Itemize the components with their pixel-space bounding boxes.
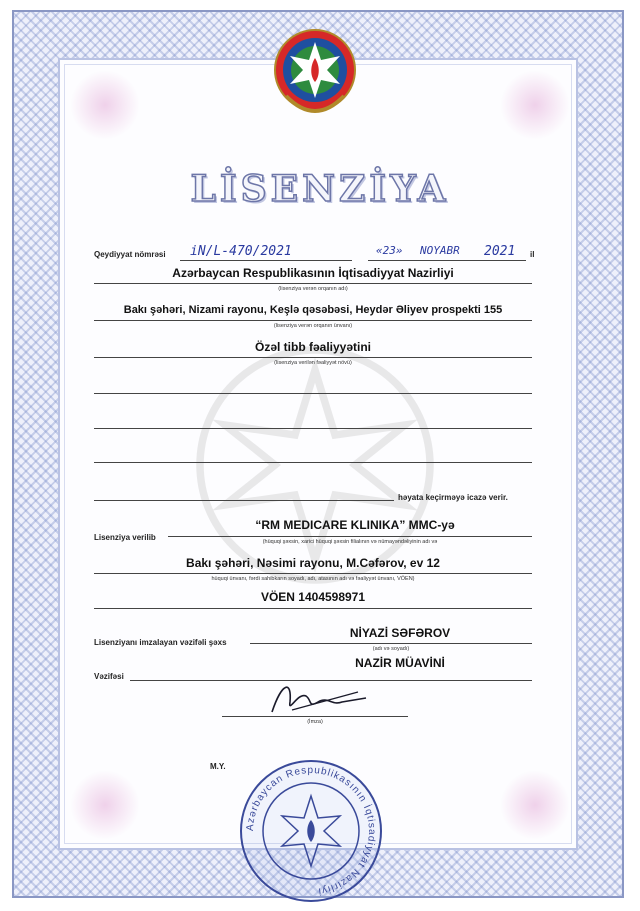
signature-line (222, 716, 408, 717)
emblem-watermark-icon (190, 340, 440, 590)
registration-line (180, 260, 352, 261)
licensee-address: Bakı şəhəri, Nəsimi rayonu, M.Cəfərov, ev 12 (186, 556, 440, 570)
registration-number: iN/L-470/2021 (190, 244, 292, 259)
issuer-address: Bakı şəhəri, Nizami rayonu, Keşlə qəsəbəsi, Heydər Əliyev prospekti 155 (123, 304, 503, 316)
issuer-name: Azərbaycan Respublikasının İqtisadiyyat Nazirliyi (172, 266, 454, 280)
state-emblem-icon (272, 26, 358, 126)
official-seal-icon (236, 756, 386, 906)
corner-ornament (70, 770, 140, 840)
position-label: Vəzifəsi (94, 672, 124, 681)
corner-ornament (70, 70, 140, 140)
licensee-name: “RM MEDICARE KLINIKA” MMC-yə (255, 518, 455, 532)
blank-line (94, 500, 394, 501)
signature-caption: (İmza) (307, 719, 323, 725)
issuer-name-caption: (lisenziya verən orqanın adı) (278, 286, 348, 292)
activity-type: Özəl tibb fəaliyyətini (254, 340, 372, 354)
licensee-name-line (168, 536, 532, 537)
signatory-position: NAZİR MÜAVİNİ (355, 656, 445, 670)
document-title: LİSENZİYA (190, 168, 450, 210)
voen-line (94, 608, 532, 609)
licensee-voen: VÖEN 1404598971 (260, 590, 366, 604)
licensee-name-caption: (hüquqi şəxsin, xarici hüquqi şəxsin filialının və nümayəndəliyinin adı və (262, 539, 438, 545)
date-line (368, 260, 526, 261)
activity-caption: (lisenziya verilən fəaliyyət növü) (274, 360, 352, 366)
stamp-place-label: M.Y. (210, 762, 226, 771)
issuer-name-line (94, 283, 532, 284)
issuer-address-caption: (lisenziya verən orqanın ünvanı) (273, 323, 353, 329)
signatory-name-line (250, 643, 532, 644)
registration-label: Qeydiyyat nömrəsi (94, 250, 166, 259)
seal-text: Azərbaycan Respublikasının İqtisadiyyat Nazirliyi (244, 764, 378, 897)
corner-ornament (500, 70, 570, 140)
signatory-name-caption: (adı və soyadı) (372, 646, 410, 652)
date-year: 2021 (484, 244, 516, 259)
date-month: NOYABR (420, 244, 460, 257)
licensee-label: Lisenziya verilib (94, 533, 156, 542)
signatory-name: NİYAZİ SƏFƏROV (349, 626, 451, 640)
year-suffix: il (530, 250, 535, 259)
activity-line (94, 357, 532, 358)
blank-line (94, 393, 532, 394)
corner-ornament (500, 770, 570, 840)
date-day: «23» (376, 244, 403, 257)
signatory-label: Lisenziyanı imzalayan vəzifəli şəxs (94, 638, 227, 647)
licensee-address-caption: hüquqi ünvanı, fərdi sahibkarın soyadı, adı, atasının adı və fəaliyyət ünvanı, VÖEN) (211, 576, 415, 582)
issuer-address-line (94, 320, 532, 321)
licensee-address-line (94, 573, 532, 574)
permit-text: həyata keçirməyə icazə verir. (398, 493, 508, 502)
blank-line (94, 428, 532, 429)
blank-line (94, 462, 532, 463)
signature-icon (262, 672, 372, 722)
